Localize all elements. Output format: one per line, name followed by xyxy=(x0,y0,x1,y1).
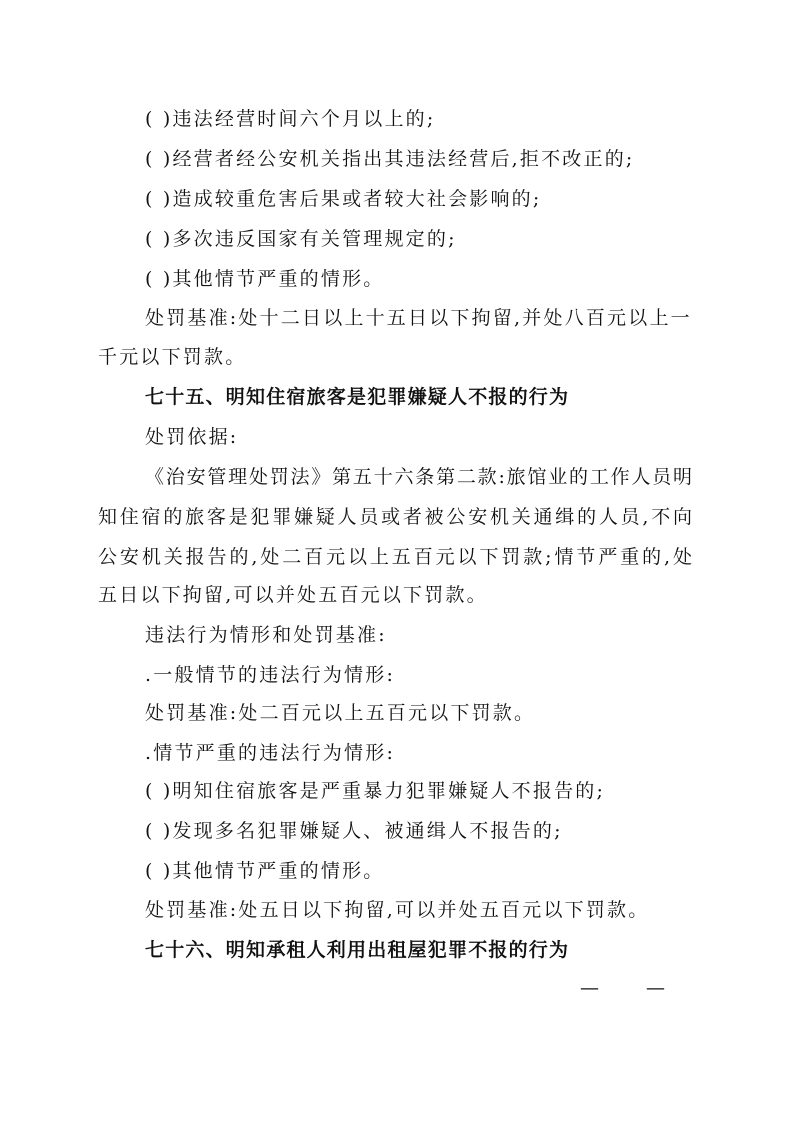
serious-item-2: ( )发现多名犯罪嫌疑人、被通缉人不报告的; xyxy=(145,820,563,842)
section-heading-76: 七十六、明知承租人利用出租屋犯罪不报的行为 xyxy=(145,939,570,961)
item-line-5: ( )其他情节严重的情形。 xyxy=(145,268,385,290)
law-article-line-1: 《治安管理处罚法》第五十六条第二款:旅馆业的工作人员明 xyxy=(145,466,692,488)
general-circumstance-heading: .一般情节的违法行为情形: xyxy=(145,664,396,686)
page-number-dash-left: — xyxy=(580,977,599,999)
general-penalty-standard: 处罚基准:处二百元以上五百元以下罚款。 xyxy=(145,702,536,724)
item-line-1: ( )违法经营时间六个月以上的; xyxy=(145,108,436,130)
serious-item-1: ( )明知住宿旅客是严重暴力犯罪嫌疑人不报告的; xyxy=(145,780,606,802)
law-article-line-4: 五日以下拘留,可以并处五百元以下罚款。 xyxy=(98,584,488,606)
penalty-basis-label: 处罚依据: xyxy=(145,426,239,448)
page-number-dash-right: — xyxy=(646,977,665,999)
item-line-4: ( )多次违反国家有关管理规定的; xyxy=(145,228,457,250)
serious-penalty-standard: 处罚基准:处五日以下拘留,可以并处五百元以下罚款。 xyxy=(145,899,650,921)
serious-item-3: ( )其他情节严重的情形。 xyxy=(145,860,385,882)
law-article-line-2: 知住宿的旅客是犯罪嫌疑人员或者被公安机关通缉的人员,不向 xyxy=(98,506,692,528)
circumstances-label: 违法行为情形和处罚基准: xyxy=(145,624,387,646)
law-article-line-3: 公安机关报告的,处二百元以上五百元以下罚款;情节严重的,处 xyxy=(98,546,692,568)
section-heading-75: 七十五、明知住宿旅客是犯罪嫌疑人不报的行为 xyxy=(145,386,570,408)
item-line-3: ( )造成较重危害后果或者较大社会影响的; xyxy=(145,188,542,210)
item-line-2: ( )经营者经公安机关指出其违法经营后,拒不改正的; xyxy=(145,148,635,170)
serious-circumstance-heading: .情节严重的违法行为情形: xyxy=(145,742,396,764)
penalty-standard-line: 处罚基准:处十二日以上十五日以下拘留,并处八百元以上一 xyxy=(145,307,692,329)
penalty-standard-continuation: 千元以下罚款。 xyxy=(98,346,247,368)
